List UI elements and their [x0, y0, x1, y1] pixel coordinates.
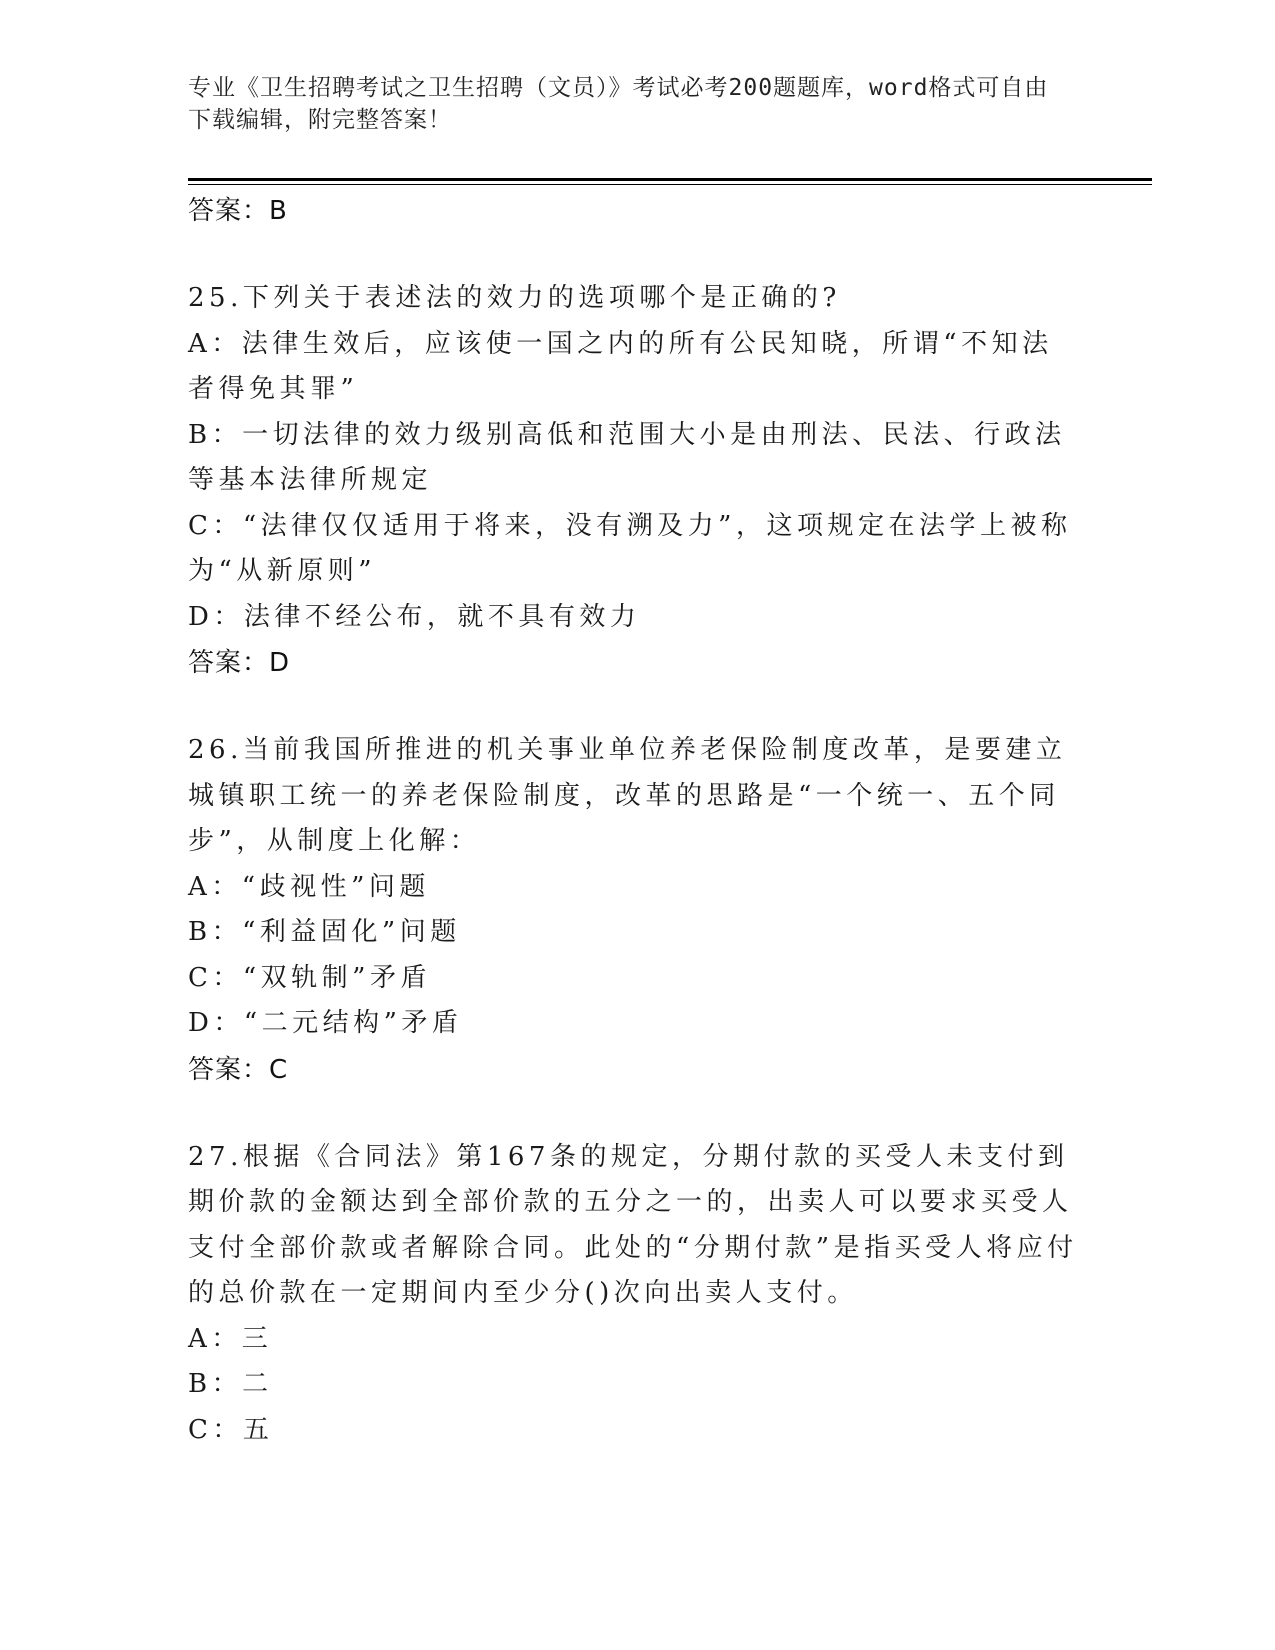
header-divider-thick: [188, 178, 1152, 181]
option-b: B：一切法律的效力级别高低和范围大小是由刑法、民法、行政法等基本法律所规定: [188, 419, 1066, 495]
question-25: [188, 276, 1078, 686]
header-divider-thin: [188, 184, 1152, 185]
option-b: B：“利益固化”问题: [188, 917, 461, 947]
option-d: D：“二元结构”矛盾: [188, 1008, 463, 1038]
option-a: A：法律生效后，应该使一国之内的所有公民知晓，所谓“不知法者得免其罪”: [188, 328, 1053, 404]
option-b: B：二: [188, 1369, 273, 1399]
option-c: C：“法律仅仅适用于将来，没有溯及力”，这项规定在法学上被称为“从新原则”: [188, 510, 1072, 586]
option-a: A：三: [188, 1323, 273, 1354]
answer-line: 答案：D: [188, 648, 291, 678]
answer-line: 答案：C: [188, 1054, 289, 1085]
question-26: [188, 728, 1078, 1093]
document-header: [188, 72, 1068, 136]
option-c: C：五: [188, 1414, 274, 1445]
question-text: 27.根据《合同法》第167条的规定，分期付款的买受人未支付到期价款的金额达到全部价款的五分之一的，出卖人可以要求买受人支付全部价款或者解除合同。此处的“分期付款”是指买受人将应付的总价款在一定期间内至少分()次向出卖人支付。: [188, 1141, 1078, 1308]
question-text: 25.下列关于表述法的效力的选项哪个是正确的?: [188, 283, 841, 313]
option-c: C：“双轨制”矛盾: [188, 962, 431, 993]
option-d: D：法律不经公布，就不具有效力: [188, 601, 641, 632]
question-text: 26.当前我国所推进的机关事业单位养老保险制度改革，是要建立城镇职工统一的养老保险制度，改革的思路是“一个统一、五个同步”，从制度上化解：: [188, 735, 1067, 856]
option-a: A：“歧视性”问题: [188, 871, 430, 902]
answer-line: 答案：B: [188, 196, 288, 226]
header-intro-text: 专业《卫生招聘考试之卫生招聘（文员）》考试必考200题题库，word格式可自由下载编辑，附完整答案！: [188, 75, 1049, 133]
question-list: [188, 188, 1078, 1453]
question-27: [188, 1135, 1078, 1454]
